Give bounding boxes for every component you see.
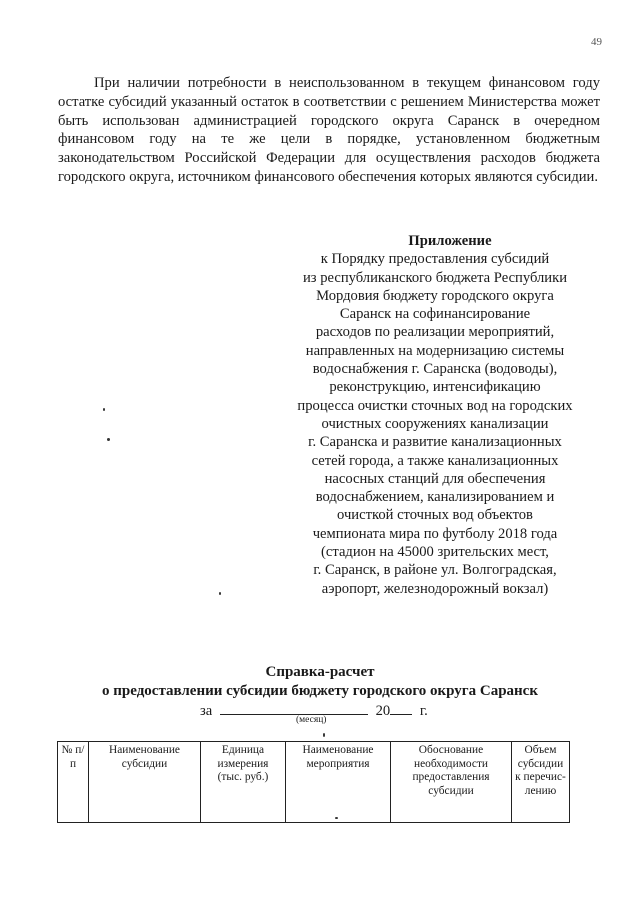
page-number: 49 — [591, 36, 602, 48]
scan-speck — [323, 733, 325, 737]
scan-speck — [335, 817, 338, 819]
scan-speck — [219, 592, 221, 595]
body-paragraph: При наличии потребности в неиспользованном в текущем финансовом году остатке субсидий указанный остаток в соответствии с решением Министерства может быть использован администрацией городского округа Саранск в очередном финансовом году на те же цели в порядке, установленном бюджетным законодательством Российской Федерации для осуществления расходов бюджета городского округа, источником финансового обеспечения которых являются субсидии. — [58, 75, 600, 185]
calculation-table — [57, 741, 570, 823]
appendix-line: реконструкцию, интенсификацию — [329, 379, 541, 396]
appendix-line: водоснабжения г. Саранска (водоводы), — [312, 361, 558, 378]
period-line — [200, 701, 500, 720]
year-blank — [390, 701, 412, 715]
appendix-line: (стадион на 45000 зрительских мест, — [321, 544, 549, 561]
appendix-line: очисткой сточных вод объектов — [337, 507, 533, 524]
appendix-line: Мордовия бюджету городского округа — [316, 287, 554, 304]
header-unit: Единица измерения (тыс. руб.) — [201, 742, 286, 823]
appendix-line: г. Саранск, в районе ул. Волгоградская, — [313, 562, 557, 579]
header-activity-name: Наименование мероприятия — [286, 742, 391, 823]
month-blank — [220, 701, 368, 715]
certificate-title: Справка-расчет — [265, 664, 375, 680]
appendix-block — [240, 232, 630, 598]
period-prefix: за — [200, 703, 213, 719]
appendix-line: сетей города, а также канализационных — [311, 452, 559, 469]
table-header-row — [58, 742, 570, 823]
appendix-line: водоснабжением, канализированием и — [315, 489, 555, 506]
appendix-line: насосных станций для обеспечения — [324, 470, 546, 487]
appendix-line: очистных сооружениях канализации — [321, 415, 549, 432]
appendix-line: расходов по реализации мероприятий, — [315, 324, 555, 341]
scan-speck — [107, 438, 110, 441]
appendix-line: процесса очистки сточных вод на городских — [297, 397, 573, 414]
header-number: № п/п — [58, 742, 89, 823]
appendix-line: направленных на модернизацию системы — [305, 342, 565, 359]
appendix-title: Приложение — [408, 233, 492, 249]
appendix-line: г. Саранска и развитие канализационных — [308, 434, 562, 451]
certificate-subtitle: о предоставлении субсидии бюджету городского округа Саранск — [102, 683, 538, 699]
year-prefix: 20 — [375, 703, 391, 719]
header-justification: Обоснование необходимости предоставления субсидии — [391, 742, 512, 823]
month-caption: (месяц) — [296, 715, 327, 725]
header-subsidy-name: Наименование субсидии — [89, 742, 201, 823]
scan-speck — [103, 408, 105, 411]
appendix-line: к Порядку предоставления субсидий — [320, 251, 550, 268]
appendix-line: чемпионата мира по футболу 2018 года — [312, 525, 558, 542]
appendix-line: из республиканского бюджета Республики — [302, 269, 568, 286]
appendix-line: аэропорт, железнодорожный вокзал) — [321, 580, 549, 597]
appendix-line: Саранск на софинансирование — [339, 306, 531, 323]
year-suffix: г. — [419, 703, 428, 719]
header-volume: Объем субсидии к перечис-лению — [512, 742, 570, 823]
